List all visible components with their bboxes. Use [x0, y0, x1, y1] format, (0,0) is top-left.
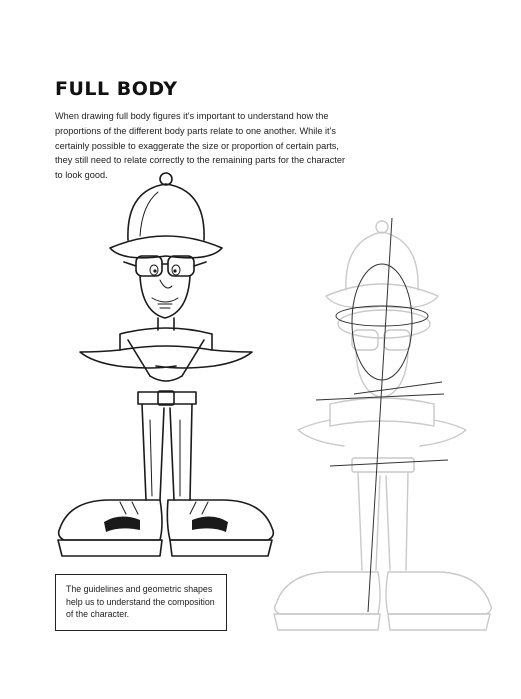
intro-paragraph: When drawing full body figures it's important to understand how the proportions of the different body parts relate to one another. While it's certainly possible to exaggerate the size or proportion of certain parts, they still need to relate correctly to the remaining parts for the character to look good. — [55, 111, 346, 181]
caption-text: The guidelines and geometric shapes help us to understand the composition of the character. — [66, 584, 215, 620]
page-title: FULL BODY — [55, 78, 178, 100]
caption-box — [55, 574, 227, 631]
